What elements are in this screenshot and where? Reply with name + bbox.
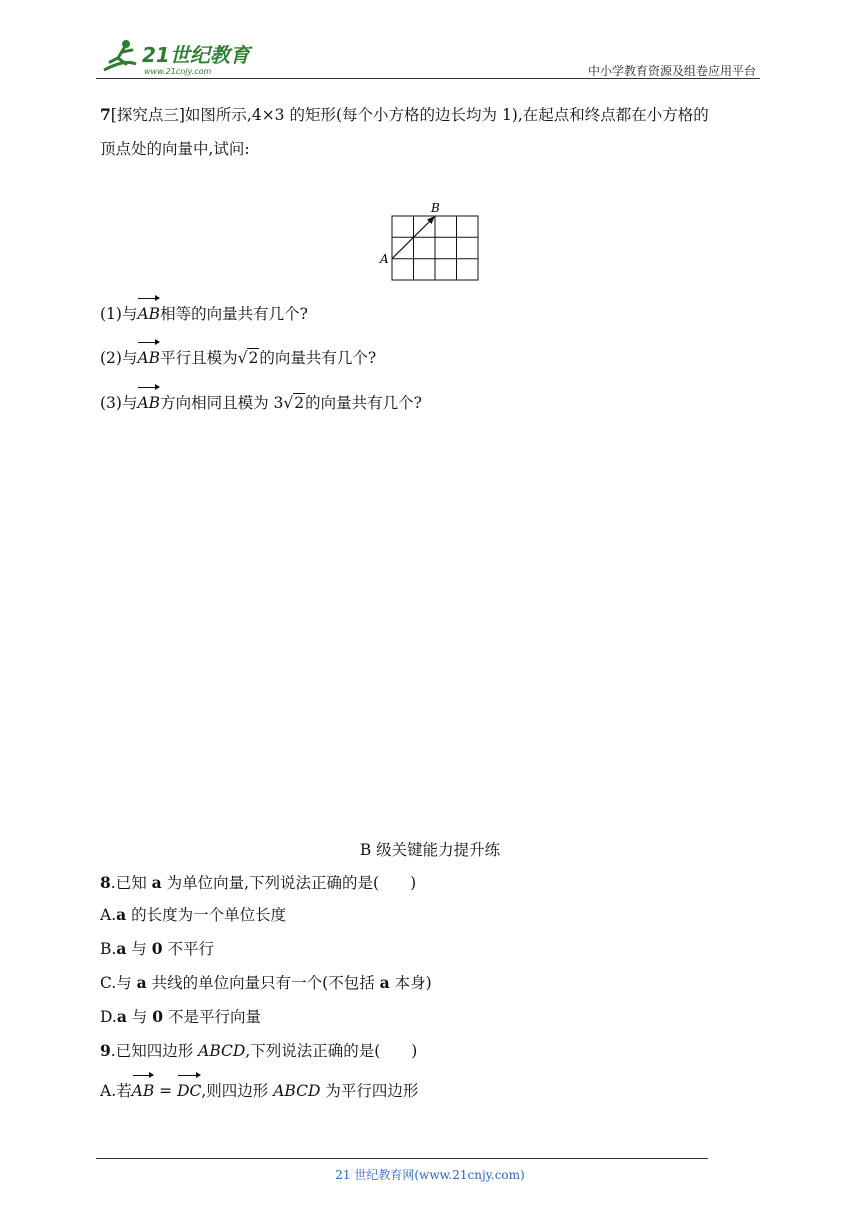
q7-grid-figure <box>378 200 488 286</box>
label-a: A <box>380 252 389 266</box>
vector-ab: AB <box>137 300 160 328</box>
vector-ab: AB <box>137 389 160 417</box>
q7-sub1: (1)与AB相等的向量共有几个? <box>100 300 308 328</box>
q8-option-c: C.与 a 共线的单位向量只有一个(不包括 a 本身) <box>100 973 432 992</box>
q7-sub2: (2)与AB平行且模为√2的向量共有几个? <box>100 344 376 372</box>
vector-ab-line <box>392 218 433 259</box>
q7-stem-line1: 如图所示,4×3 的矩形(每个小方格的边长均为 1),在起点和终点都在小方格的 <box>184 106 709 124</box>
logo-url: www.21cnjy.com <box>144 67 212 76</box>
header-divider <box>96 78 760 79</box>
q9-stem: 9.已知四边形 ABCD,下列说法正确的是( ) <box>100 1041 418 1060</box>
q9-option-a: A.若AB = DC,则四边形 ABCD 为平行四边形 <box>100 1077 418 1105</box>
q7-stem-line2: 顶点处的向量中,试问: <box>100 140 250 158</box>
q8-option-b: B.a 与 0 不平行 <box>100 939 214 958</box>
vector-ab: AB <box>132 1077 155 1105</box>
footer-link[interactable]: 21 世纪教育网(www.21cnjy.com) <box>335 1168 525 1182</box>
vector-dc: DC <box>177 1077 201 1105</box>
q7-sub3: (3)与AB方向相同且模为 3√2的向量共有几个? <box>100 389 422 417</box>
q8-stem: 8.已知 a 为单位向量,下列说法正确的是( ) <box>100 873 417 892</box>
vector-ab: AB <box>137 344 160 372</box>
logo-text: 21世纪教育 <box>142 43 250 67</box>
q8-option-a: A.a 的长度为一个单位长度 <box>100 905 287 924</box>
site-logo <box>96 34 256 78</box>
footer-divider <box>96 1158 708 1159</box>
q7-line1 <box>100 101 709 129</box>
q7-tag: [探究点三] <box>110 106 185 124</box>
section-title: B 级关键能力提升练 <box>359 841 501 859</box>
q7-number: 7 <box>100 105 111 124</box>
sqrt-expression: √2 <box>237 349 259 367</box>
sqrt-expression: √2 <box>283 394 305 412</box>
header-platform-text: 中小学教育资源及组卷应用平台 <box>587 64 756 78</box>
q8-option-d: D.a 与 0 不是平行向量 <box>100 1007 261 1026</box>
label-b: B <box>431 201 440 215</box>
